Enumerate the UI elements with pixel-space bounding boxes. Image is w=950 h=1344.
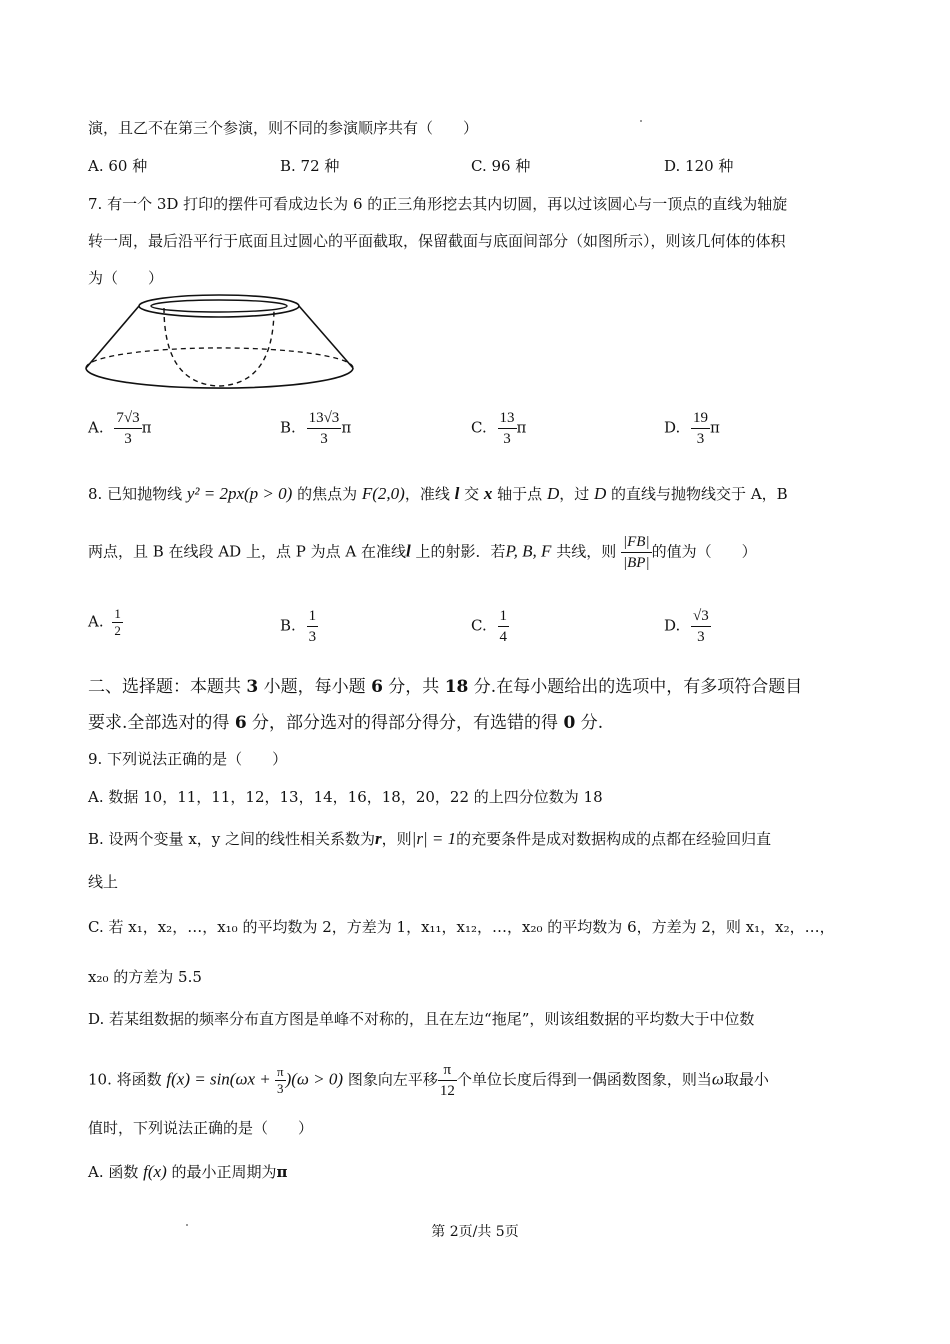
q7-option-c: C. $\frac{13}{3}$ π xyxy=(471,410,527,447)
q7-option-d: D. $\frac{19}{3}$ π xyxy=(664,410,720,447)
frustum-top-rim-inner xyxy=(151,300,287,312)
frustum-right-side xyxy=(299,306,353,368)
q9-option-a: A. 数据 10，11，11，12，13，14，16，18，20，22 的上四分位数为 18 xyxy=(88,788,603,806)
q7-stem-line3: 为（ ） xyxy=(88,269,164,287)
frustum-hidden-hemisphere xyxy=(164,308,274,386)
section2-heading-line1: 二、选择题：本题共 3 小题，每小题 6 分，共 18 分.在每小题给出的选项中，有多项符合题目 xyxy=(88,677,803,697)
q6-stem-tail: 演，且乙不在第三个参演，则不同的参演顺序共有（ ） xyxy=(88,119,479,137)
scan-speck xyxy=(640,120,642,122)
q10-option-a: A. 函数 f(x) 的最小正周期为π xyxy=(88,1162,288,1181)
q9-stem: 9. 下列说法正确的是（ ） xyxy=(88,750,288,768)
page-footer: 第 2页/共 5页 xyxy=(431,1224,519,1240)
frustum-base-back xyxy=(86,348,353,368)
scan-speck xyxy=(186,1224,188,1226)
q9-option-c-line2: x₂₀ 的方差为 5.5 xyxy=(88,968,202,986)
section2-heading-line2: 要求.全部选对的得 6 分，部分选对的得部分得分，有选错的得 0 分. xyxy=(88,713,604,733)
q8-stem-line1: 8. 已知抛物线 y² = 2px(p > 0) 的焦点为 F(2,0)，准线 l 交 x 轴于点 D，过 D 的直线与抛物线交于 A，B xyxy=(88,484,788,503)
q6-option-b: B. 72 种 xyxy=(280,157,340,175)
q7-option-a: A. $\frac{7√3}{3}$ π xyxy=(88,410,152,447)
q10-stem-line2: 值时，下列说法正确的是（ ） xyxy=(88,1119,314,1137)
frustum-left-side xyxy=(86,306,139,368)
q6-option-a: A. 60 种 xyxy=(88,157,148,175)
q6-option-c: C. 96 种 xyxy=(471,157,531,175)
q9-option-b-line1: B. 设两个变量 x，y 之间的线性相关系数为r，则|r| = 1的充要条件是成对数据构成的点都在经验回归直 xyxy=(88,829,772,848)
q10-stem-line1: 10. 将函数 f(x) = sin(ωx + $\frac{\pi}{3}$ )(ω > 0) 图象向左平移 $\frac{\pi}{12}$ 个单位长度后得到一偶函数图象，则当ω取最小 xyxy=(88,1062,769,1099)
q8-stem-line2: 两点，且 B 在线段 AD 上，点 P 为点 A 在准线l 上的射影．若P, B, F 共线，则 $\frac{|FB|}{|BP|}$ 的值为（ ） xyxy=(88,534,757,571)
frustum-base-front xyxy=(86,368,353,388)
q8-option-c: C. $\frac{1}{4}$ xyxy=(471,608,507,645)
q7-figure-frustum xyxy=(80,292,370,398)
frustum-top-rim-outer xyxy=(139,295,299,317)
q7-stem-line1: 7. 有一个 3D 打印的摆件可看成边长为 6 的正三角形挖去其内切圆，再以过该圆心与一顶点的直线为轴旋 xyxy=(88,195,788,213)
q8-option-a: A. $\frac{1}{2}$ xyxy=(88,606,121,638)
q6-option-d: D. 120 种 xyxy=(664,157,734,175)
q8-option-d: D. $\frac{√3}{3}$ xyxy=(664,608,709,645)
q9-option-b-line2: 线上 xyxy=(88,873,119,891)
q7-stem-line2: 转一周，最后沿平行于底面且过圆心的平面截取，保留截面与底面间部分（如图所示），则该几何体的体积 xyxy=(88,232,786,250)
q7-option-b: B. $\frac{13√3}{3}$ π xyxy=(280,410,352,447)
q9-option-c-line1: C. 若 x₁，x₂，…，x₁₀ 的平均数为 2，方差为 1，x₁₁，x₁₂，…，x₂₀ 的平均数为 6，方差为 2，则 x₁，x₂，…， xyxy=(88,918,835,936)
q9-option-d: D. 若某组数据的频率分布直方图是单峰不对称的，且在左边“拖尾”，则该组数据的平均数大于中位数 xyxy=(88,1010,755,1028)
q8-option-b: B. $\frac{1}{3}$ xyxy=(280,608,317,645)
